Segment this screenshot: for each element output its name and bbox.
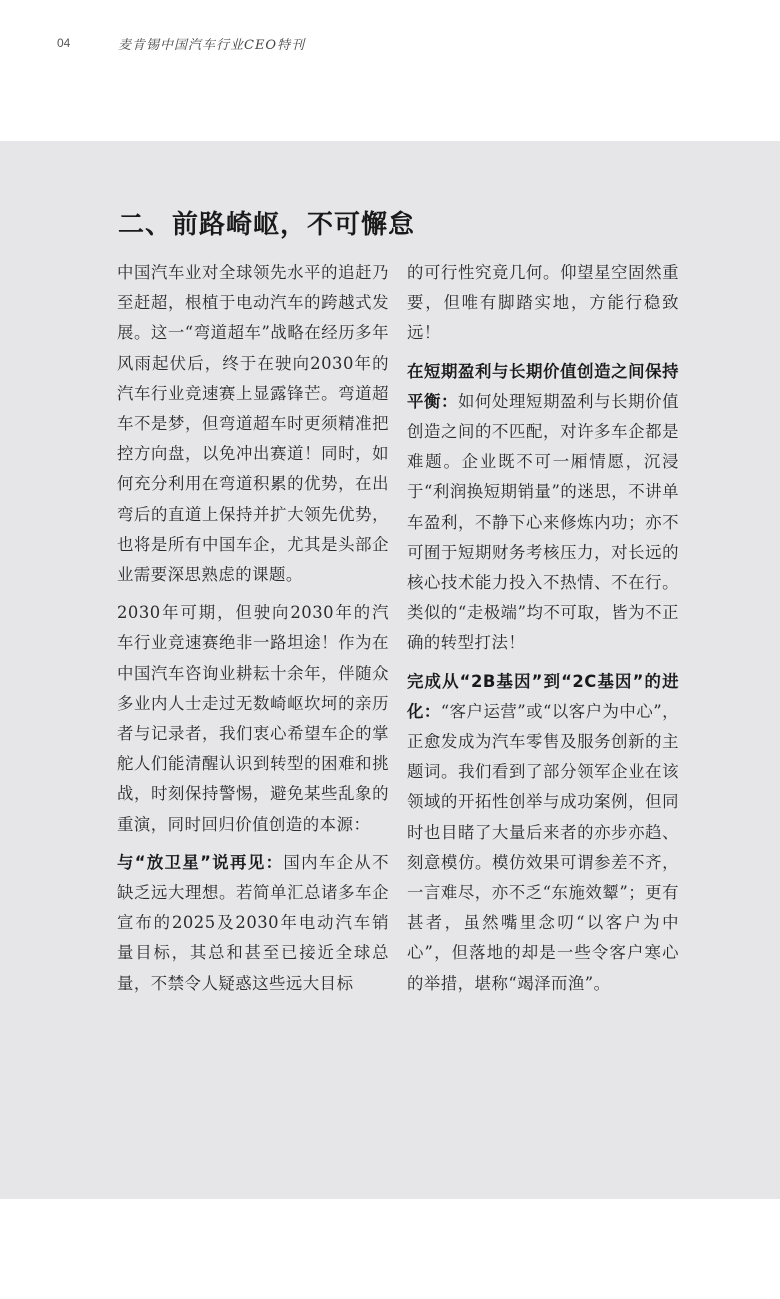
paragraph [407,357,679,659]
paragraph-lead: 在短期盈利与长期价值创造之间保持平衡： [407,361,679,411]
running-title: 麦肯锡中国汽车行业CEO特刊 [118,38,306,53]
paragraph [407,667,679,999]
left-column [117,258,389,1007]
paragraph: 2030年可期，但驶向2030年的汽车行业竞速赛绝非一路坦途！作为在中国汽车咨询业耕耘十余年，伴随众多业内人士走过无数崎岖坎坷的亲历者与记录者，我们衷心希望车企的掌舵人们能清醒认识到转型的困难和挑战，时刻保持警惕，避免某些乱象的重演，同时回归价值创造的本源： [117,603,389,834]
right-column [407,258,679,1007]
section-heading: 二、前路崎岖，不可懈怠 [118,210,416,240]
paragraph-lead: 与“放卫星”说再见： [117,852,284,872]
paragraph [117,848,389,999]
paragraph: 的可行性究竟几何。仰望星空固然重要，但唯有脚踏实地，方能行稳致远！ [407,263,679,343]
paragraph-body: “客户运营”或“以客户为中心”，正愈发成为汽车零售及服务创新的主题词。我们看到了部分领军企业在该领域的开拓性创举与成功案例，但同时也目睹了大量后来者的亦步亦趋、刻意模仿。模仿效果可谓参差不齐，一言难尽，亦不乏“东施效颦”；更有甚者，虽然嘴里念叨“以客户为中心”，但落地的却是一些令客户寒心的举措，堪称“竭泽而渔”。 [407,701,679,993]
paragraph-body: 国内车企从不缺乏远大理想。若简单汇总诸多车企宣布的2025及2030年电动汽车销量目标，其总和甚至已接近全球总量，不禁令人疑惑这些远大目标 [117,852,389,993]
page-number: 04 [57,36,71,50]
paragraph: 中国汽车业对全球领先水平的追赶乃至赶超，根植于电动汽车的跨越式发展。这一“弯道超车”战略在经历多年风雨起伏后，终于在驶向2030年的汽车行业竞速赛上显露锋芒。弯道超车不是梦，但弯道超车时更须精准把控方向盘，以免冲出赛道！同时，如何充分利用在弯道积累的优势，在出弯后的直道上保持并扩大领先优势，也将是所有中国车企，尤其是头部企业需要深思熟虑的课题。 [117,263,389,585]
paragraph-body: 如何处理短期盈利与长期价值创造之间的不匹配，对许多车企都是难题。企业既不可一厢情愿，沉浸于“利润换短期销量”的迷思，不讲单车盈利，不静下心来修炼内功；亦不可囿于短期财务考核压力，对长远的核心技术能力投入不热情、不在行。类似的“走极端”均不可取，皆为不正确的转型打法！ [407,391,680,653]
paragraph-lead: 完成从“2B基因”到“2C基因”的进化： [407,671,679,721]
